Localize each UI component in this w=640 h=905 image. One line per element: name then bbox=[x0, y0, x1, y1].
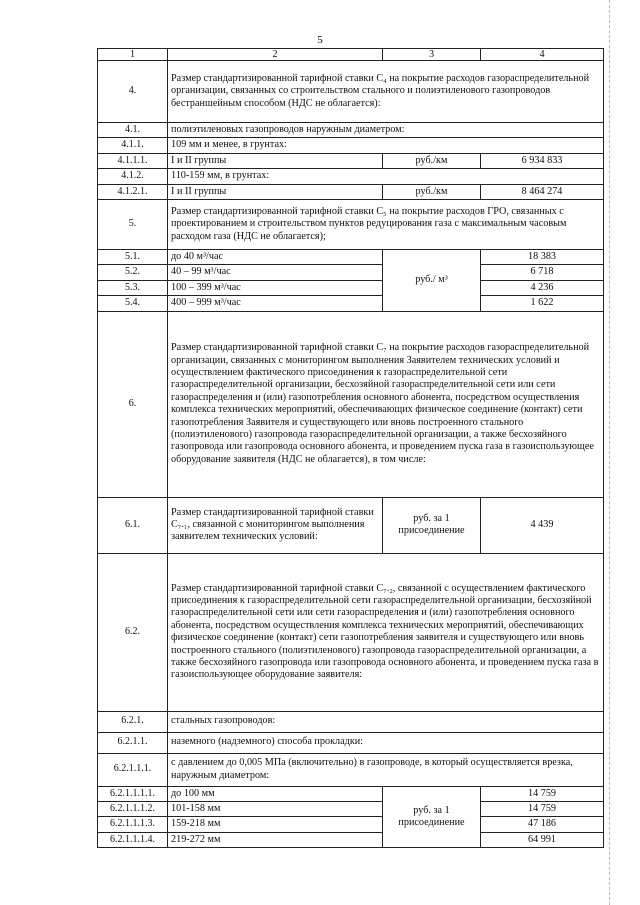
row-unit: руб./км bbox=[383, 153, 481, 168]
scan-margin-line bbox=[608, 0, 610, 905]
row-value: 6 934 833 bbox=[481, 153, 604, 168]
row-description: 400 – 999 м³/час bbox=[168, 296, 383, 311]
row-unit-shared: руб./ м³ bbox=[383, 250, 481, 312]
row-number: 6. bbox=[98, 311, 168, 497]
table-row bbox=[98, 732, 604, 753]
header-cell: 1 bbox=[98, 49, 168, 61]
table-row bbox=[98, 138, 604, 153]
header-cell: 4 bbox=[481, 49, 604, 61]
row-description: 100 – 399 м³/час bbox=[168, 280, 383, 295]
row-description: Размер стандартизированной тарифной ставки С₄ на покрытие расходов газораспределительной организации, связанных со строительством стального и полиэтиленового газопроводов бестраншейным способом (НДС не облагается): bbox=[168, 61, 604, 123]
table-row bbox=[98, 802, 604, 817]
table-row bbox=[98, 265, 604, 280]
row-value: 14 759 bbox=[481, 786, 604, 801]
row-description: до 100 мм bbox=[168, 786, 383, 801]
row-description: 101-158 мм bbox=[168, 802, 383, 817]
tariff-table bbox=[97, 48, 604, 848]
row-unit-shared: руб. за 1 присоединение bbox=[383, 786, 481, 848]
row-value: 18 383 bbox=[481, 250, 604, 265]
row-number: 6.2.1.1.1. bbox=[98, 753, 168, 786]
table-row bbox=[98, 832, 604, 847]
table-row bbox=[98, 786, 604, 801]
row-description: Размер стандартизированной тарифной ставки С₇ на покрытие расходов газораспределительной организации, связанных с мониторингом выполнения Заявителем технических условий и осуществлением фактического присоединения к газораспределительной сети газораспределительной организации, бесхозяйной газораспределительной сети или сети газораспределения и (или) газопотребления основного абонента, посредством осуществления комплекса технических мероприятий, обеспечивающих физическое соединение (контакт) сети газопотребления Заявителя и существующего или вновь построенного стального (полиэтиленового) газопровода газораспределительной организации, а также бесхозяйного газопровода или газопровода основного абонента, и проведением пуска газа в газоиспользующее оборудование заявителя (НДС не облагается), в том числе: bbox=[168, 311, 604, 497]
row-number: 6.2.1.1. bbox=[98, 732, 168, 753]
table-row bbox=[98, 200, 604, 250]
row-description: I и II группы bbox=[168, 184, 383, 199]
row-number: 4. bbox=[98, 61, 168, 123]
header-cell: 3 bbox=[383, 49, 481, 61]
row-value: 4 236 bbox=[481, 280, 604, 295]
table-row bbox=[98, 153, 604, 168]
row-description: 159-218 мм bbox=[168, 817, 383, 832]
table-row bbox=[98, 817, 604, 832]
row-number: 6.2.1.1.1.3. bbox=[98, 817, 168, 832]
row-description: Размер стандартизированной тарифной ставки С₅ на покрытие расходов ГРО, связанных с проектированием и строительством пунктов редуцирования газа с максимальным часовым расходом газа (НДС не облагается); bbox=[168, 200, 604, 250]
table-row bbox=[98, 497, 604, 553]
row-number: 6.2. bbox=[98, 553, 168, 711]
row-description: наземного (надземного) способа прокладки: bbox=[168, 732, 604, 753]
row-description: 109 мм и менее, в грунтах: bbox=[168, 138, 604, 153]
row-description: 40 – 99 м³/час bbox=[168, 265, 383, 280]
row-number: 6.1. bbox=[98, 497, 168, 553]
row-number: 4.1.1.1. bbox=[98, 153, 168, 168]
table-row bbox=[98, 711, 604, 732]
row-description: 110-159 мм, в грунтах: bbox=[168, 169, 604, 184]
row-number: 4.1.1. bbox=[98, 138, 168, 153]
table-row bbox=[98, 753, 604, 786]
row-number: 5.4. bbox=[98, 296, 168, 311]
row-number: 5.3. bbox=[98, 280, 168, 295]
row-value: 6 718 bbox=[481, 265, 604, 280]
table-row bbox=[98, 123, 604, 138]
table-row bbox=[98, 169, 604, 184]
row-number: 6.2.1. bbox=[98, 711, 168, 732]
row-description: I и II группы bbox=[168, 153, 383, 168]
row-description: 219-272 мм bbox=[168, 832, 383, 847]
page-number: 5 bbox=[317, 34, 323, 46]
row-value: 64 991 bbox=[481, 832, 604, 847]
table-row bbox=[98, 250, 604, 265]
row-unit: руб./км bbox=[383, 184, 481, 199]
row-unit: руб. за 1 присоединение bbox=[383, 497, 481, 553]
row-description: стальных газопроводов: bbox=[168, 711, 604, 732]
row-number: 6.2.1.1.1.4. bbox=[98, 832, 168, 847]
header-cell: 2 bbox=[168, 49, 383, 61]
row-number: 4.1.2. bbox=[98, 169, 168, 184]
table-row bbox=[98, 296, 604, 311]
row-description: Размер стандартизированной тарифной ставки С₇.₁, связанной с мониторингом выполнения заявителем технических условий: bbox=[168, 497, 383, 553]
row-description: до 40 м³/час bbox=[168, 250, 383, 265]
row-number: 5.2. bbox=[98, 265, 168, 280]
table-row bbox=[98, 311, 604, 497]
table-row bbox=[98, 61, 604, 123]
table-row bbox=[98, 280, 604, 295]
row-number: 4.1. bbox=[98, 123, 168, 138]
row-number: 5. bbox=[98, 200, 168, 250]
row-value: 47 186 bbox=[481, 817, 604, 832]
row-description: Размер стандартизированной тарифной ставки С₇.₂, связанной с осуществлением фактического присоединения к газораспределительной сети газораспределительной организации, бесхозяйной газораспределительной сети или сети газораспределения и (или) газопотребления основного абонента, посредством осуществления комплекса технических мероприятий, обеспечивающих физическое соединение (контакт) сети газопотребления заявителя и существующего или вновь построенного стального (полиэтиленового) газопровода газораспределительной организации, а также бесхозяйного газопровода или газопровода основного абонента, и проведением пуска газа в газоиспользующее оборудование заявителя: bbox=[168, 553, 604, 711]
row-value: 14 759 bbox=[481, 802, 604, 817]
row-number: 5.1. bbox=[98, 250, 168, 265]
row-description: полиэтиленовых газопроводов наружным диаметром: bbox=[168, 123, 604, 138]
row-number: 4.1.2.1. bbox=[98, 184, 168, 199]
row-description: с давлением до 0,005 МПа (включительно) в газопроводе, в который осуществляется врезка, наружным диаметром: bbox=[168, 753, 604, 786]
row-value: 4 439 bbox=[481, 497, 604, 553]
row-number: 6.2.1.1.1.2. bbox=[98, 802, 168, 817]
row-number: 6.2.1.1.1.1. bbox=[98, 786, 168, 801]
row-value: 1 622 bbox=[481, 296, 604, 311]
row-value: 8 464 274 bbox=[481, 184, 604, 199]
table-header-row bbox=[98, 49, 604, 61]
table-row bbox=[98, 184, 604, 199]
table-row bbox=[98, 553, 604, 711]
